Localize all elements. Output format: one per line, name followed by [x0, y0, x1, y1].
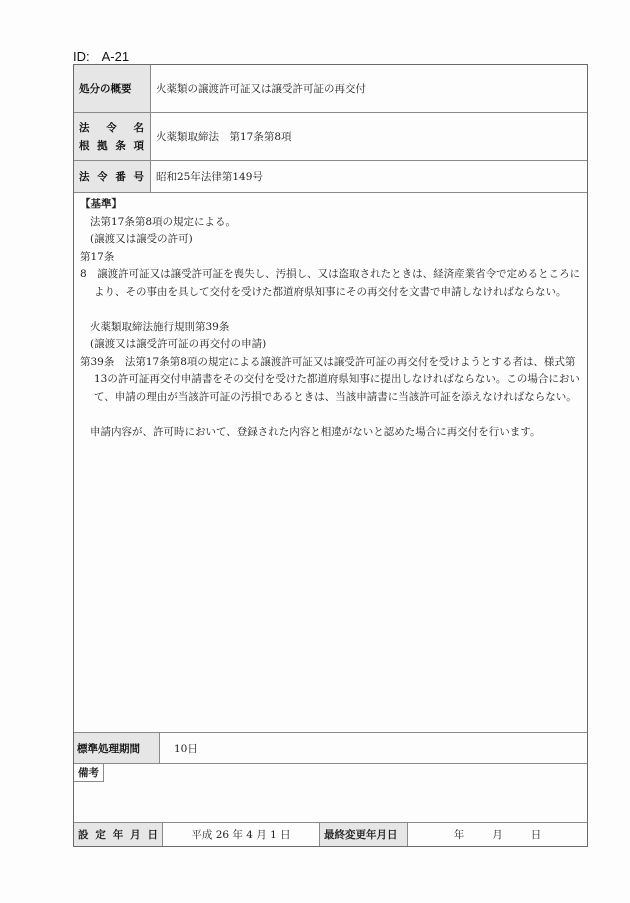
label-char: 根: [79, 139, 90, 152]
legal-basis-row: [74, 113, 587, 161]
label-char: 拠: [97, 139, 108, 152]
criteria-title: 【基準】: [80, 198, 122, 210]
legal-basis-label-line2: [79, 137, 150, 155]
summary-label: 処分の概要: [74, 65, 151, 112]
label-char: 年: [112, 829, 124, 841]
label-char: 法: [79, 171, 90, 183]
criteria-line: (譲渡又は譲受許可証の再交付の申請): [90, 338, 267, 350]
label-char: 法: [79, 121, 90, 134]
standard-period-label: 標準処理期間: [74, 733, 160, 763]
label-char: 定: [95, 829, 106, 841]
legal-basis-label-line1: [79, 119, 150, 137]
criteria-line: 火薬類取締法施行規則第39条: [90, 320, 230, 333]
law-number-label-chars: [79, 169, 150, 184]
criteria-paragraph: 第39条 法第17条第8項の規定による譲渡許可証又は譲受許可証の再交付を受けようとする者は、様式第13の許可証再交付申請書をその交付を受けた都道府県知事に提出しなければならない。この場合において、申請の理由が当該許可証の汚損であるときは、当該申請書に当該許可証を添えなければならない。: [80, 355, 580, 403]
legal-basis-label: [74, 113, 151, 160]
law-number-label: [74, 161, 151, 192]
month-unit: 月: [492, 829, 503, 841]
standard-period-value: 10日: [174, 742, 198, 755]
label-char: 設: [78, 829, 89, 841]
remarks-label: 備考: [74, 764, 104, 782]
label-char: 番: [115, 171, 126, 183]
summary-row: [74, 65, 587, 113]
footer-row: [74, 823, 587, 846]
day-unit: 日: [530, 829, 542, 841]
spacer: [80, 301, 581, 319]
document-id: [73, 50, 151, 65]
label-char: 項: [133, 139, 144, 152]
label-char: 日: [147, 829, 158, 841]
id-label: ID:: [73, 49, 90, 64]
standard-period-row: [74, 733, 587, 764]
criteria-line: 法第17条第8項の規定による。: [90, 215, 237, 228]
label-char: 令: [106, 121, 117, 134]
label-char: 名: [133, 121, 144, 134]
disposition-standard-sheet: [73, 64, 588, 847]
spacer: [80, 406, 581, 424]
last-changed-value: [408, 823, 587, 846]
set-date-label: [74, 823, 163, 846]
year-unit: 年: [453, 829, 465, 841]
remarks-section: [74, 764, 587, 823]
legal-basis-value: 火薬類取締法 第17条第8項: [156, 131, 292, 143]
criteria-paragraph: 8 譲渡許可証又は譲受許可証を喪失し、汚損し、又は盗取されたときは、経済産業省令で定めるところにより、その事由を具して交付を受けた都道府県知事にその再交付を文書で申請しなければならない。: [80, 268, 581, 298]
criteria-line: 第17条: [80, 250, 115, 263]
law-number-value: 昭和25年法律第149号: [156, 171, 263, 183]
last-changed-label: 最終変更年月日: [320, 823, 408, 846]
criteria-paragraph: 申請内容が、許可時において、登録された内容と相違がないと認めた場合に再交付を行います。: [90, 425, 541, 438]
criteria-line: (譲渡又は譲受の許可): [90, 233, 193, 245]
criteria-section: [74, 193, 587, 733]
label-char: 号: [133, 171, 144, 183]
label-char: 月: [130, 829, 141, 841]
summary-value: 火薬類の譲渡許可証又は譲受許可証の再交付: [156, 83, 366, 95]
set-date-value: 平成 26 年 4 月 1 日: [163, 823, 320, 846]
law-number-row: [74, 161, 587, 193]
label-char: 令: [97, 171, 108, 183]
id-value: A-21: [101, 49, 130, 64]
set-date-label-chars: [78, 827, 158, 842]
label-char: 条: [115, 139, 126, 152]
